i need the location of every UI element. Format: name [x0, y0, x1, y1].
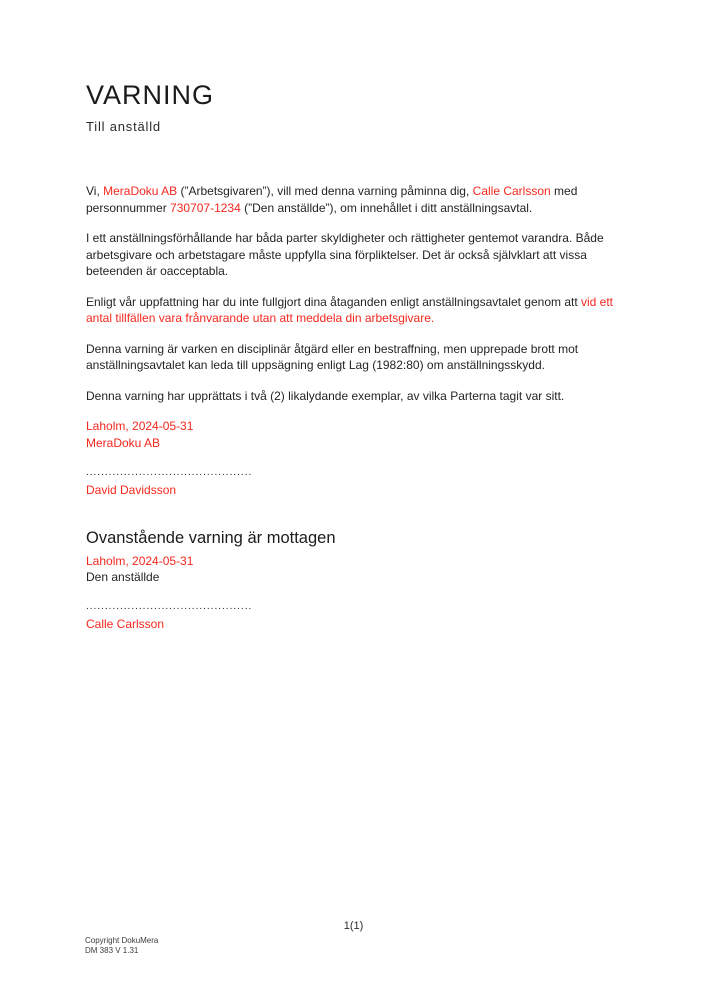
employer-signature-line: ............................................	[86, 467, 253, 478]
copyright-text: Copyright DokuMera	[85, 936, 159, 945]
intro-text: Vi,	[86, 184, 104, 198]
paragraph-consequences: Denna varning är varken en disciplinär åtgärd eller en bestraffning, men upprepade brott mot anställningsavtalet kan leda till uppsägning enligt Lag (1982:80) om anställningsskydd.	[86, 341, 579, 372]
document-subtitle: Till anställd	[86, 119, 161, 134]
paragraph-intro	[86, 183, 626, 216]
employee-role: Den anställde	[86, 570, 160, 584]
employee-place-date: Laholm, 2024-05-31	[86, 553, 194, 568]
employer-signatory-name: David Davidsson	[86, 483, 177, 497]
employee-signature-line: ............................................	[86, 600, 253, 612]
paragraph-violation	[86, 294, 626, 327]
employee-name: Calle Carlsson	[472, 184, 551, 198]
intro-text: (”Den anställde”), om innehållet i ditt anställningsavtal.	[240, 200, 533, 215]
violation-reason: vid ett antal tillfällen vara frånvarande utan att meddela din arbetsgivare.	[86, 294, 614, 325]
intro-text: (”Arbetsgivaren”), vill med denna varning påminna dig,	[177, 184, 473, 198]
employer-company: MeraDoku AB	[86, 435, 161, 450]
paragraph-copies: Denna varning har upprättats i två (2) likalydande exemplar, av vilka Parterna tagit var sitt.	[86, 388, 565, 403]
version-text: DM 383 V 1.31	[85, 946, 139, 955]
document-body	[86, 183, 626, 404]
employer-place-date: Laholm, 2024-05-31	[86, 419, 194, 433]
intro-text: med personnummer	[86, 184, 578, 215]
employee-signature-block	[86, 553, 627, 633]
employee-signatory-name: Calle Carlsson	[86, 616, 165, 631]
employer-name: MeraDoku AB	[103, 184, 178, 198]
footer-meta	[85, 936, 158, 956]
document-title: VARNING	[86, 80, 215, 110]
page-number: 1(1)	[343, 920, 364, 932]
paragraph-obligations: I ett anställningsförhållande har båda parter skyldigheter och rättigheter gentemot varandra. Både arbetsgivare och arbetstagare måste uppfylla sina förpliktelser. Det är också självklart att vissa beteenden är oacceptabla.	[86, 231, 604, 278]
employer-signature-block	[86, 418, 627, 499]
violation-lead: Enligt vår uppfattning har du inte fullgjort dina åtaganden enligt anställningsavtalet genom att	[86, 294, 581, 309]
personal-number: 730707-1234	[170, 200, 241, 215]
receipt-heading: Ovanstående varning är mottagen	[86, 528, 336, 547]
